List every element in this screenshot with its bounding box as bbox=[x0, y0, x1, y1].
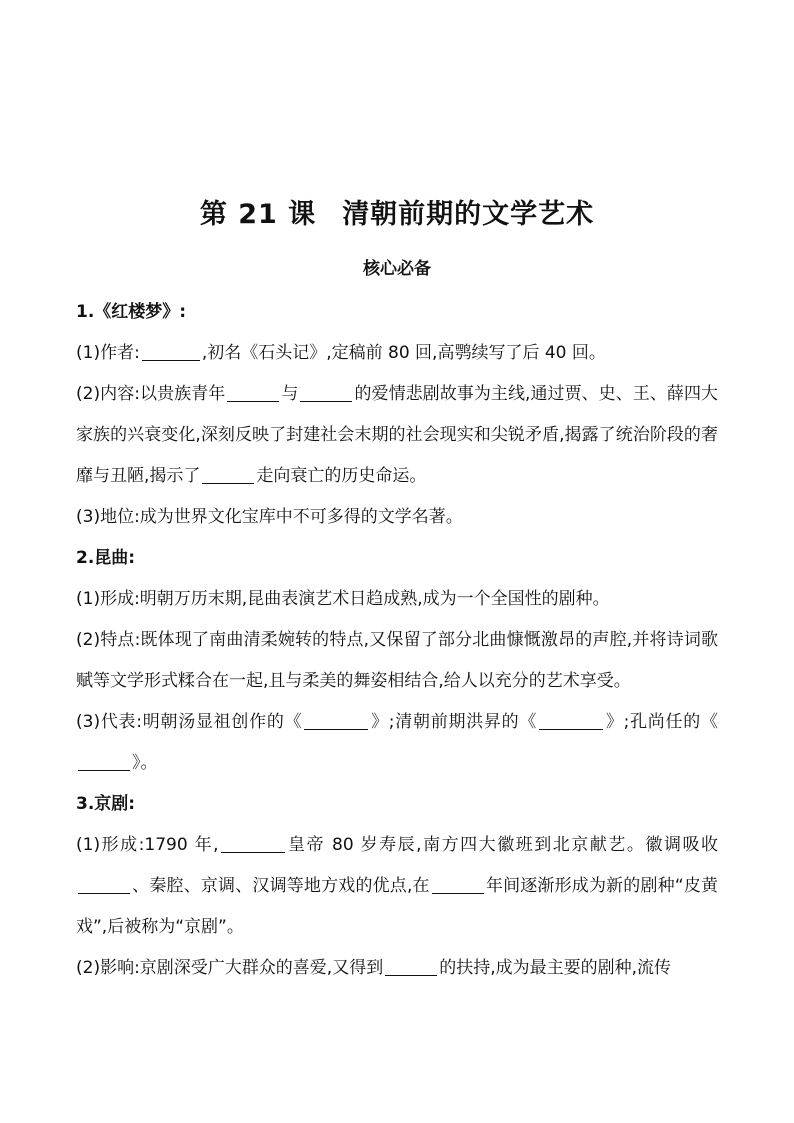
fill-blank[interactable] bbox=[432, 871, 484, 894]
fill-blank[interactable] bbox=[202, 461, 254, 484]
fill-blank[interactable] bbox=[221, 830, 285, 853]
lesson-title: 清朝前期的文学艺术 bbox=[342, 199, 595, 230]
section-heading-hongloumeng: 1.《红楼梦》: bbox=[76, 302, 187, 322]
paragraph-formation: (1)形成:明朝万历末期,昆曲表演艺术日趋成熟,成为一个全国性的剧种。 bbox=[76, 589, 610, 609]
fill-blank[interactable] bbox=[300, 379, 352, 402]
section-heading-jingju: 3.京剧: bbox=[76, 794, 136, 814]
paragraph-jingju-formation: (1)形成:1790 年, 皇帝 80 岁寿辰,南方四大徽班到北京献艺。徽调吸收、秦腔、京调、汉调等地方戏的优点,在 年间逐渐形成为新的剧种“皮黄戏”,后被称为“京剧”。 bbox=[76, 825, 718, 948]
section-subtitle: 核心必备 bbox=[363, 259, 431, 279]
lesson-number: 第 21 课 bbox=[199, 199, 317, 230]
paragraph-author: (1)作者: ,初名《石头记》,定稿前 80 回,高鹗续写了后 40 回。 bbox=[76, 333, 718, 374]
section-heading-kunqu: 2.昆曲: bbox=[76, 548, 136, 568]
fill-blank[interactable] bbox=[385, 953, 437, 976]
document-body bbox=[76, 292, 718, 989]
paragraph-status: (3)地位:成为世界文化宝库中不可多得的文学名著。 bbox=[76, 507, 463, 527]
paragraph-representatives: (3)代表:明朝汤显祖创作的《 》;清朝前期洪昇的《 》;孔尚任的《》。 bbox=[76, 702, 718, 784]
fill-blank[interactable] bbox=[78, 871, 130, 894]
paragraph-influence: (2)影响:京剧深受广大群众的喜爱,又得到 的扶持,成为最主要的剧种,流传 bbox=[76, 948, 718, 989]
page-title bbox=[0, 192, 794, 231]
fill-blank[interactable] bbox=[78, 748, 130, 771]
fill-blank[interactable] bbox=[539, 707, 603, 730]
paragraph-features: (2)特点:既体现了南曲清柔婉转的特点,又保留了部分北曲慷慨激昂的声腔,并将诗词歌赋等文学形式糅合在一起,且与柔美的舞姿相结合,给人以充分的艺术享受。 bbox=[76, 630, 718, 691]
fill-blank[interactable] bbox=[142, 338, 200, 361]
fill-blank[interactable] bbox=[227, 379, 279, 402]
fill-blank[interactable] bbox=[304, 707, 368, 730]
paragraph-content: (2)内容:以贵族青年 与 的爱情悲剧故事为主线,通过贾、史、王、薛四大家族的兴衰变化,深刻反映了封建社会末期的社会现实和尖锐矛盾,揭露了统治阶段的奢靡与丑陋,揭示了 走向衰亡的历史命运。 bbox=[76, 374, 718, 497]
